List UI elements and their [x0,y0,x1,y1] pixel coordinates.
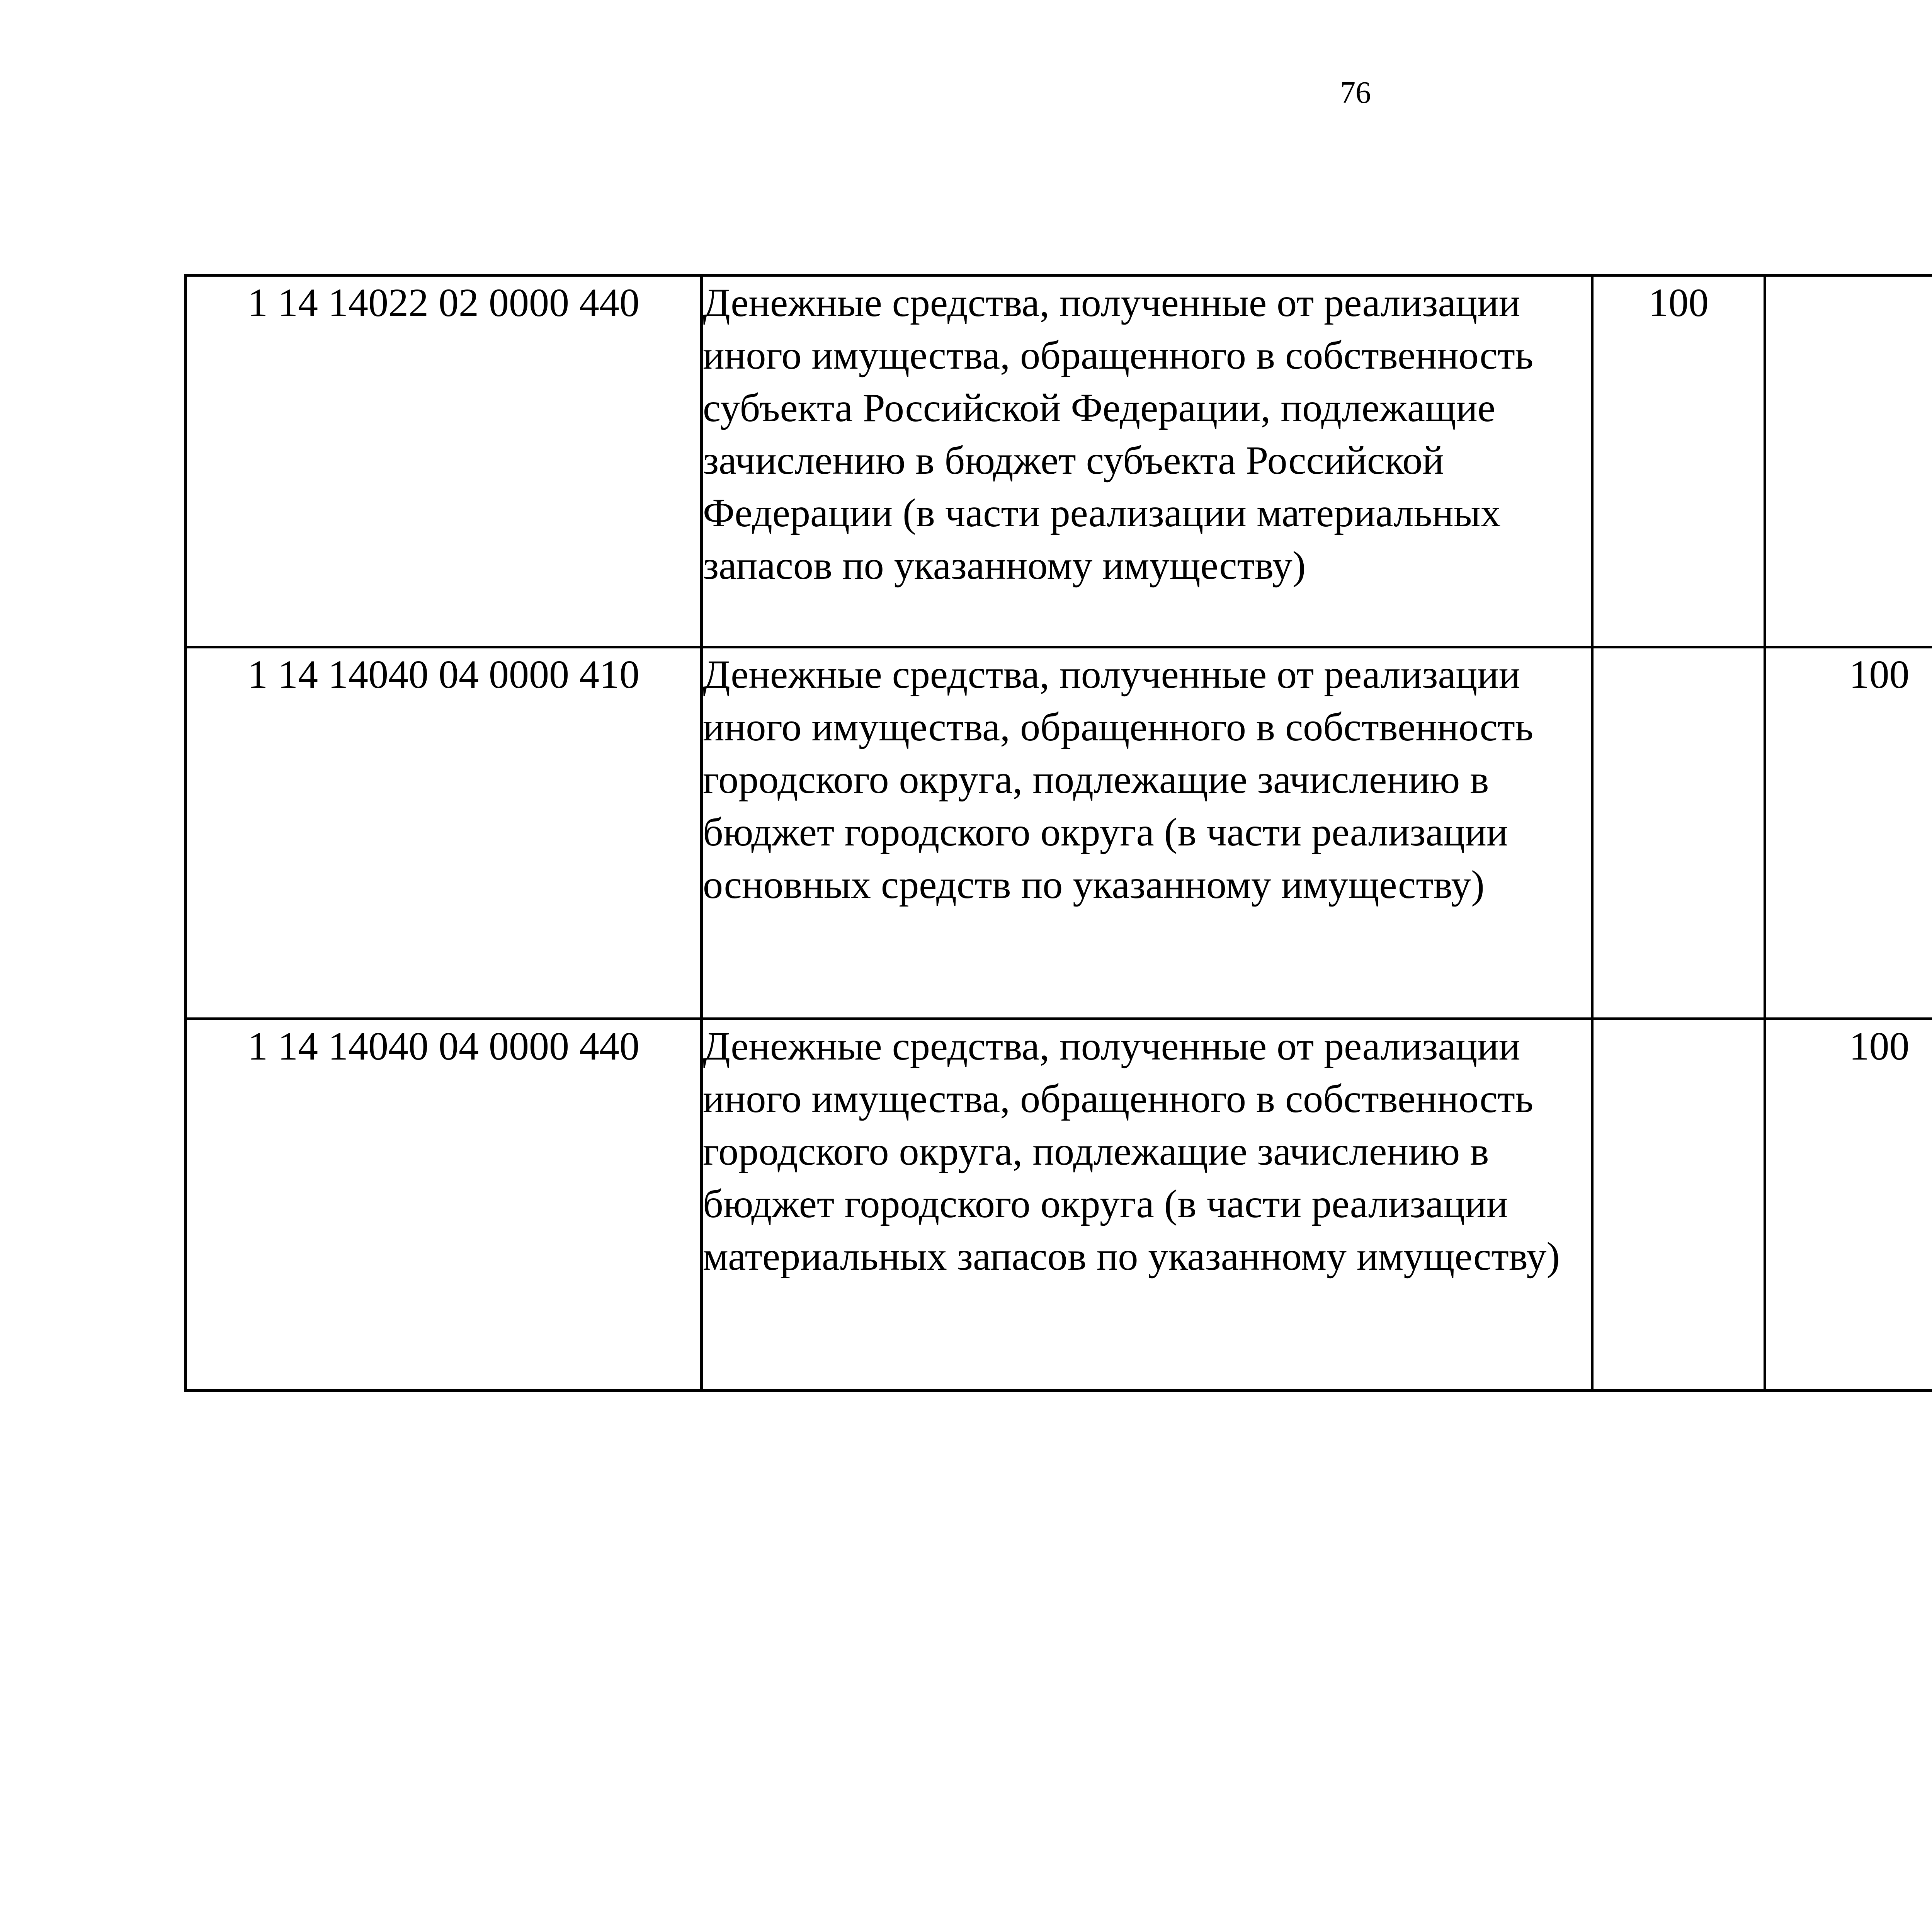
value-cell [1592,1019,1765,1391]
revenue-code-cell: 1 14 14040 04 0000 410 [186,647,702,1019]
table-row [186,647,1932,1019]
budget-classification-table [184,274,1932,1392]
revenue-code-cell: 1 14 14022 02 0000 440 [186,276,702,647]
revenue-description-cell [702,276,1592,647]
value-cell: 100 [1592,276,1765,647]
value-cell [1765,276,1932,647]
revenue-code-cell: 1 14 14040 04 0000 440 [186,1019,702,1391]
revenue-description-text: Денежные средства, полученные от реализации иного имущества, обращенного в собственность городского округа, подлежащие зачислению в бюджет городского округа (в части реализации материальных запасов по указанному имуществу) [703,1024,1560,1279]
value-cell: 100 [1765,647,1932,1019]
page-number: 76 [1340,76,1371,110]
revenue-description-text: Денежные средства, полученные от реализации иного имущества, обращенного в собственность городского округа, подлежащие зачислению в бюджет городского округа (в части реализации основных средств по указанному имуществу) [703,652,1534,907]
value-cell [1592,647,1765,1019]
revenue-description-cell [702,1019,1592,1391]
table-row [186,1019,1932,1391]
value-cell: 100 [1765,1019,1932,1391]
revenue-description-cell [702,647,1592,1019]
revenue-description-text: Денежные средства, полученные от реализации иного имущества, обращенного в собственность субъекта Российской Федерации, подлежащие зачислению в бюджет субъекта Российской Федерации (в части реализации материальных запасов по указанному имуществу) [703,281,1534,588]
table-row [186,276,1932,647]
